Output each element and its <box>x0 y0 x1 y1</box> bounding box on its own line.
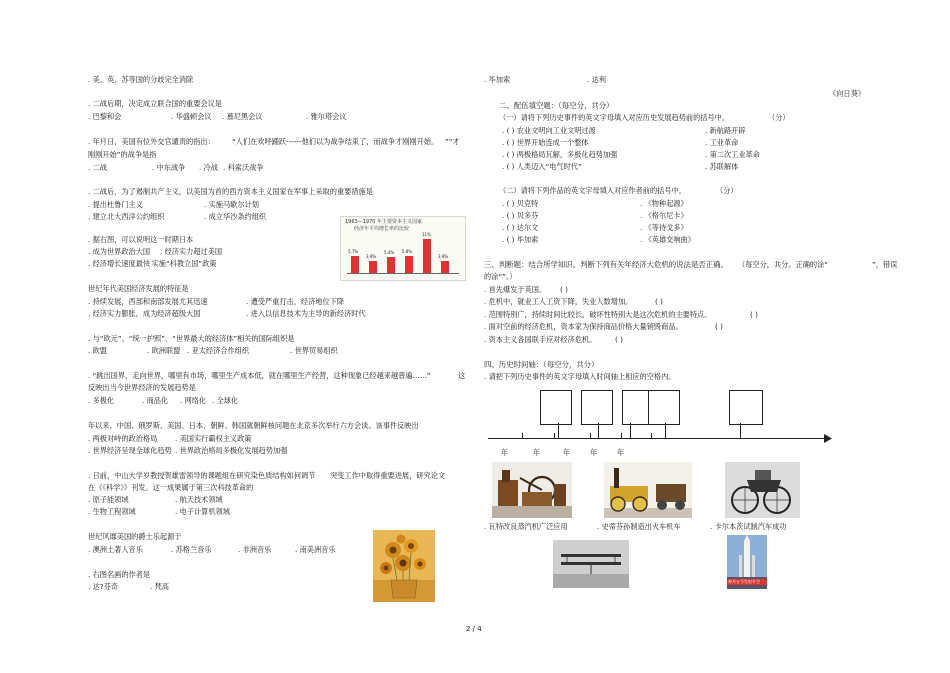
judge-item-3: . 范围特别广，持续时间比较长，破坏性特别大是这次危机的主要特点。 <box>484 310 712 319</box>
judge-blank-4[interactable]: ( ) <box>715 322 723 331</box>
q3-quote: “人们在欢呼踊跃------他们以为战争结束了，而战争才刚刚开始。 <box>232 137 439 146</box>
page-number: 2 / 4 <box>466 625 482 633</box>
q3-option-a: . 二战 <box>88 163 107 172</box>
judge-blank-3[interactable]: ( ) <box>750 310 758 319</box>
match1-row1-right: . 新航路开辟 <box>705 126 746 135</box>
timeline-pointer-3 <box>630 423 631 438</box>
q7-option-c: . 亚太经济合作组织 <box>187 346 250 355</box>
q6-stem: 世纪年代美国经济发展的特征是 <box>88 284 189 293</box>
pic-caption-watt: . 瓦特改良蒸汽机广泛应用 <box>484 522 568 531</box>
timeline-tick-1 <box>522 433 523 438</box>
timeline-tick-3 <box>590 433 591 438</box>
airplane-image <box>553 540 629 588</box>
timeline-answer-box-1[interactable] <box>540 390 572 425</box>
q11-option-a: . 澳洲土著人音乐 <box>88 545 143 554</box>
q5-option-c: . 经济增长速度最快 <box>88 259 151 268</box>
year-label-5: 年 <box>617 448 625 457</box>
q2-stem: . 二战后期，决定成立联合国的重要会议是 <box>88 99 222 108</box>
q8-line2: 反映出当今世界经济的发展趋势是 <box>88 383 196 392</box>
section2-part2-title: （二）请将下列作品的英文字母填入对应作者前的括号中。 <box>499 186 686 195</box>
q7-option-d: . 世界贸易组织 <box>290 346 338 355</box>
chart-value-6: 3.9% <box>438 254 449 259</box>
q10-option-b: . 航天技术领域 <box>175 495 223 504</box>
match2-row2-right: . 《格尔尼卡》 <box>640 211 688 220</box>
match1-row2-right: . 工业革命 <box>705 138 739 147</box>
q5-option-a: . 成为世界政治大国 <box>88 247 151 256</box>
judge-item-2: . 危机中，就业工人工资下降，失业人数增加。 <box>484 297 633 306</box>
match2-row3-right: . 《等待戈多》 <box>640 223 688 232</box>
section3-title: 三、判断题：结合所学知识，判断下列有关年经济大危机的说法是否正确。 <box>484 260 728 269</box>
q11-option-c: . 非洲音乐 <box>238 545 272 554</box>
pic-caption-benz: . 卡尔本茨试制汽车成功 <box>710 522 787 531</box>
q12-option-c: . 毕加索 <box>484 75 511 84</box>
q8-option-a: . 多极化 <box>88 396 115 405</box>
timeline-tick-5 <box>651 433 652 438</box>
q5-option-d: . 实施“科教立国”政策 <box>147 259 217 268</box>
q11-option-b: . 苏格兰音乐 <box>171 545 212 554</box>
chart-bar-1 <box>351 256 359 273</box>
year-label-2: 年 <box>533 448 541 457</box>
q6-option-d: . 进入以信息技术为主导的新经济时代 <box>246 309 366 318</box>
q1-option-tail: . 美、英、苏等国的分歧完全消除 <box>88 75 194 84</box>
section3-title-c: ”，错误 <box>872 260 898 269</box>
match2-row4-right: . 《英雄交响曲》 <box>640 235 695 244</box>
rocket-launch-image <box>727 535 767 589</box>
match1-row1-left[interactable]: . ( ) 农业文明向工业文明过渡 <box>502 126 596 135</box>
q11-option-d: . 南美洲音乐 <box>295 545 336 554</box>
judge-blank-5[interactable]: ( ) <box>615 335 623 344</box>
match2-row1-left[interactable]: . ( ) 贝克特 <box>502 199 539 208</box>
section3-title-d: 的涂“”。） <box>484 272 517 281</box>
chart-bar-6 <box>441 261 449 273</box>
judge-item-5: . 资本主义各国联手应对经济危机。 <box>484 335 597 344</box>
chart-value-3: 5.4% <box>384 250 395 255</box>
q8-option-d: . 全球化 <box>212 396 239 405</box>
q8-option-c: . 网络化 <box>180 396 207 405</box>
chart-title-line2: 经济年平均增长率的比较 <box>354 226 410 232</box>
chart-bar-4 <box>405 256 413 273</box>
q12-option-a: . 达?芬奇 <box>88 582 118 591</box>
q5-option-b: . 经济实力超过美国 <box>160 247 223 256</box>
section2-title: 二、配伍填空题：（每空分，共分） <box>499 101 614 110</box>
timeline-answer-box-4[interactable] <box>648 390 680 425</box>
timeline-pointer-2 <box>598 423 599 438</box>
match2-row4-left[interactable]: . ( ) 毕加索 <box>502 235 539 244</box>
painting-caption: 《向日葵》 <box>829 89 865 98</box>
q10-option-a: . 原子能领域 <box>88 495 129 504</box>
q5-stem: . 据右图，可以说明这一时期日本 <box>88 235 194 244</box>
q9-option-b: . 美国实行霸权主义政策 <box>175 434 252 443</box>
sunflowers-painting <box>373 530 435 602</box>
match2-row2-left[interactable]: . ( ) 贝多芬 <box>502 211 539 220</box>
q7-option-a: . 欧盟 <box>88 346 107 355</box>
year-label-4: 年 <box>590 448 598 457</box>
q8-tail: 这 <box>458 371 466 380</box>
q3-line1: . 年月日，美国有位外交官谴责的指出： <box>88 137 215 146</box>
q2-option-a: . 巴黎和会 <box>88 112 122 121</box>
timeline-pointer-5 <box>740 423 741 438</box>
timeline-pointer-4 <box>665 423 666 438</box>
match1-row3-right: . 第二次工业革命 <box>705 150 760 159</box>
q11-stem: 世纪风靡美国的爵士乐起源于 <box>88 532 182 541</box>
section2-part1-title: （一）请将下列历史事件的英文字母填入对应历史发展趋势前的括号中。 <box>499 113 730 122</box>
section4-title: 四、历史时间轴：（每空分，共分） <box>484 360 599 369</box>
match2-row1-right: . 《物种起源》 <box>640 199 688 208</box>
match1-row2-left[interactable]: . ( ) 世界开始连成一个整体 <box>502 138 589 147</box>
match1-row3-left[interactable]: . ( ) 两极格局瓦解，多极化趋势加强 <box>502 150 618 159</box>
q7-option-b: . 欧洲联盟 <box>147 346 181 355</box>
q2-option-d: . 雅尔塔会议 <box>306 112 347 121</box>
judge-item-1: . 首先爆发于英国。 <box>484 285 547 294</box>
chart-value-2: 3.9% <box>366 254 377 259</box>
timeline-answer-box-2[interactable] <box>581 390 613 425</box>
q2-option-c: . 慕尼黑会议 <box>222 112 263 121</box>
q8-option-b: . 商品化 <box>142 396 169 405</box>
pic-caption-stephenson: . 史蒂芬孙制造出火车机车 <box>597 522 681 531</box>
q12-option-d: . 达利 <box>587 75 606 84</box>
q3-option-b: . 中东战争 <box>152 163 186 172</box>
q2-option-b: . 华盛顿会议 <box>171 112 212 121</box>
chart-value-1: 5.7% <box>348 249 359 254</box>
year-label-1: 年 <box>501 448 509 457</box>
judge-blank-2[interactable]: ( ) <box>655 297 663 306</box>
q4-option-c: . 建立北大西洋公约组织 <box>88 212 165 221</box>
steam-engine-image <box>492 462 572 518</box>
growth-rate-chart <box>340 216 466 281</box>
q10-line2: 在《《科学》》刊发。这一成果属于第三次科技革命的 <box>88 483 254 492</box>
q10-option-c: . 生物工程领域 <box>88 507 136 516</box>
match2-row3-left[interactable]: . ( ) 达尔文 <box>502 223 539 232</box>
q4-stem: . 二战后，为了遏制共产主义，以美国为首的西方资本主义国家在军事上采取的重要措施是 <box>88 187 373 196</box>
timeline-pointer-1 <box>558 423 559 438</box>
timeline-tick-4 <box>621 433 622 438</box>
q6-option-a: . 持续发展，西部和南部发展尤其迅速 <box>88 297 208 306</box>
q3-line2: 刚刚开始”的战争是指 <box>88 150 157 159</box>
q3-quote-end: ”“才 <box>445 137 460 146</box>
section2-part1-score: （分） <box>768 113 790 122</box>
q8-line1: . “跳出国界，走向世界，哪里有市场，哪里生产成本低，就在哪里生产经营，这种现象已经越来越普遍……” <box>88 371 431 380</box>
timeline-arrowhead-icon <box>824 434 832 443</box>
q10-option-d: . 电子计算机领域 <box>175 507 230 516</box>
chart-baseline <box>347 273 459 274</box>
match1-row4-right: . 苏联解体 <box>705 162 739 171</box>
q3-option-d: . 科索沃战争 <box>223 163 264 172</box>
q3-option-c: . 冷战 <box>199 163 218 172</box>
q4-option-b: . 实施马歇尔计划 <box>204 200 259 209</box>
benz-car-image <box>725 462 800 518</box>
q9-option-c: . 世界经济呈现全球化趋势 <box>88 446 172 455</box>
judge-item-4: . 面对空前的经济危机，资本家为保持商品价格大量销毁商品。 <box>484 322 683 331</box>
judge-blank-1[interactable]: ( ) <box>560 285 568 294</box>
section4-instruction: . 请把下列历史事件的英文字母填入时间轴上相应的空格内。 <box>484 372 676 381</box>
chart-value-4: 5.8% <box>402 249 413 254</box>
q7-stem: . 与“欧元”、“统一护照”、“世界最大的经济体”相关的国际组织是 <box>88 334 295 343</box>
timeline-axis <box>488 438 826 439</box>
section2-part2-score: （分） <box>716 186 738 195</box>
q6-option-c: . 经济实力膨胀，成为经济超级大国 <box>88 309 201 318</box>
q9-option-a: . 两极对峙的政治格局 <box>88 434 158 443</box>
q9-line1: 年以来，中国、俄罗斯、美国、日本、朝鲜、韩国就朝鲜核问题在北京多次举行六方会谈。该事件反映出 <box>88 421 419 430</box>
q6-option-b: . 遭受严重打击，经济地位下降 <box>246 297 345 306</box>
q10-line1: . 日前，中山大学岁教授贺雄雷领导的课题组在研究染色质结构如何调节 <box>88 471 316 480</box>
chart-bar-2 <box>369 261 377 273</box>
chart-bar-3 <box>387 257 395 273</box>
q9-option-d: . 世界政治格局多极化发展趋势加强 <box>175 446 288 455</box>
chart-value-5: 11% <box>422 232 431 237</box>
year-label-3: 年 <box>563 448 571 457</box>
chart-bar-5 <box>423 239 431 273</box>
rocket-banner-text: 神舟五号发射升空 <box>728 579 760 584</box>
q10-line1b: 突变工作中取得重要进展，研究论文 <box>330 471 446 480</box>
match1-row4-left[interactable]: . ( ) 人类迈入“电气时代” <box>502 162 582 171</box>
q4-option-a: . 提出杜鲁门主义 <box>88 200 143 209</box>
chart-title-line1: 1963—1970 年主要资本主义国家 <box>345 219 423 225</box>
q4-option-d: . 成立华沙条约组织 <box>204 212 267 221</box>
section3-title-b: （每空分，共分。正确的涂“ <box>738 260 828 269</box>
timeline-answer-box-5[interactable] <box>729 390 763 425</box>
q12-option-b: . 梵高 <box>150 582 169 591</box>
locomotive-image <box>604 462 692 518</box>
q12-stem: . 右图名画的作者是 <box>88 570 151 579</box>
timeline-tick-2 <box>554 433 555 438</box>
